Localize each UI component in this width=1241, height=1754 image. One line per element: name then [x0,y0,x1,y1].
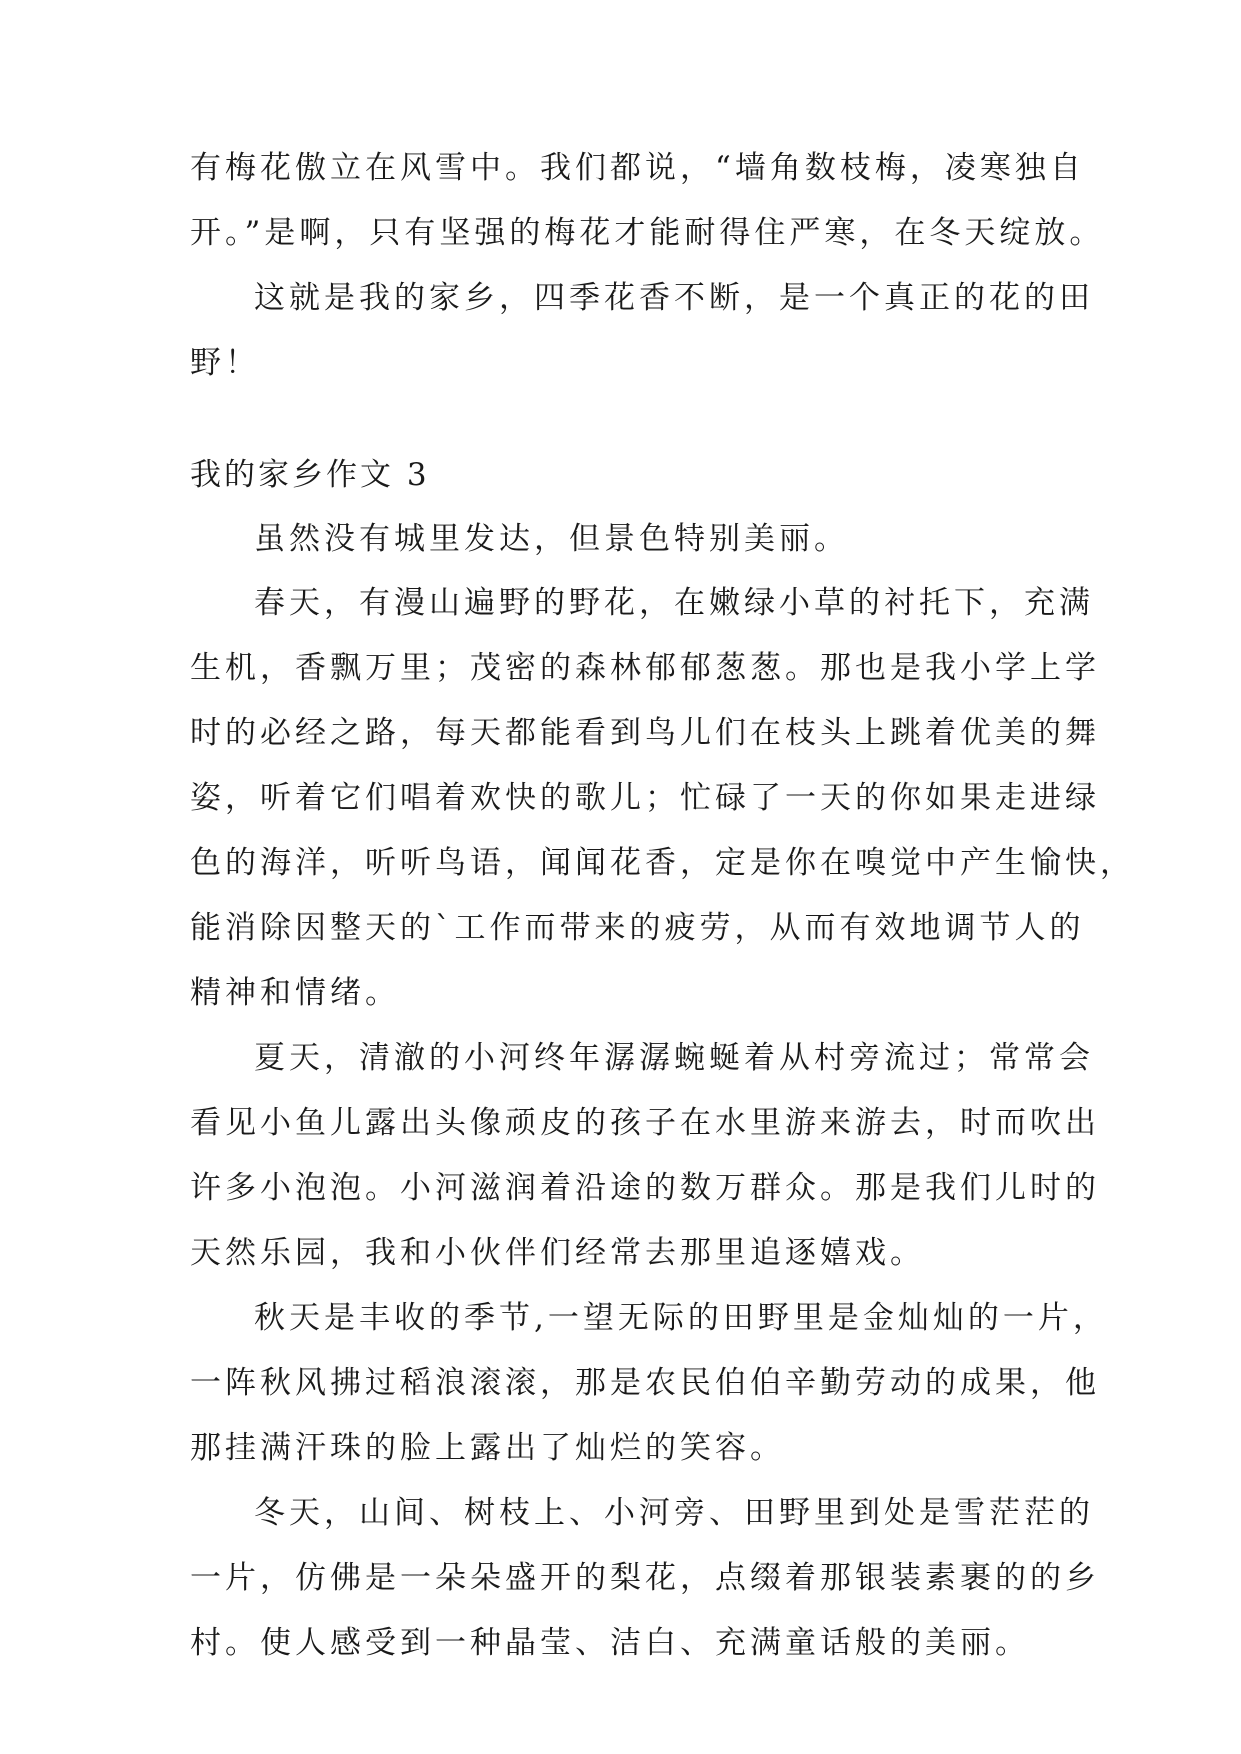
paragraph-line: 时的必经之路，每天都能看到鸟儿们在枝头上跳着优美的舞 [190,715,1100,751]
paragraph-line: 有梅花傲立在风雪中。我们都说，“墙角数枝梅，凌寒独自 [190,150,1085,186]
paragraph-line: 色的海洋，听听鸟语，闻闻花香，定是你在嗅觉中产生愉快， [190,845,1135,881]
paragraph-line: 一片，仿佛是一朵朵盛开的梨花，点缀着那银装素裹的的乡 [190,1560,1100,1596]
paragraph-line: 村。使人感受到一种晶莹、洁白、充满童话般的美丽。 [190,1625,1030,1661]
paragraph-line: 许多小泡泡。小河滋润着沿途的数万群众。那是我们儿时的 [190,1170,1100,1206]
section-heading: 我的家乡作文 3 [190,457,430,493]
paragraph-line: 看见小鱼儿露出头像顽皮的孩子在水里游来游去，时而吹出 [190,1105,1100,1141]
paragraph-line: 野！ [190,345,260,381]
paragraph-line: 春天，有漫山遍野的野花，在嫩绿小草的衬托下，充满 [254,585,1094,621]
paragraph-line: 冬天，山间、树枝上、小河旁、田野里到处是雪茫茫的 [254,1495,1094,1531]
paragraph-line: 这就是我的家乡，四季花香不断，是一个真正的花的田 [254,280,1094,316]
paragraph-line: 一阵秋风拂过稻浪滚滚，那是农民伯伯辛勤劳动的成果，他 [190,1365,1100,1401]
paragraph-line: 开。”是啊，只有坚强的梅花才能耐得住严寒，在冬天绽放。 [190,215,1105,251]
paragraph-line: 姿，听着它们唱着欢快的歌儿；忙碌了一天的你如果走进绿 [190,780,1100,816]
paragraph-line: 能消除因整天的`工作而带来的疲劳，从而有效地调节人的 [190,910,1085,946]
paragraph-line: 虽然没有城里发达，但景色特别美丽。 [254,521,849,557]
paragraph-line: 那挂满汗珠的脸上露出了灿烂的笑容。 [190,1430,785,1466]
paragraph-line: 生机，香飘万里；茂密的森林郁郁葱葱。那也是我小学上学 [190,650,1100,686]
paragraph-line: 天然乐园，我和小伙伴们经常去那里追逐嬉戏。 [190,1235,925,1271]
paragraph-line: 夏天，清澈的小河终年潺潺蜿蜒着从村旁流过；常常会 [254,1040,1094,1076]
paragraph-line: 秋天是丰收的季节,一望无际的田野里是金灿灿的一片， [254,1300,1108,1336]
paragraph-line: 精神和情绪。 [190,975,400,1011]
